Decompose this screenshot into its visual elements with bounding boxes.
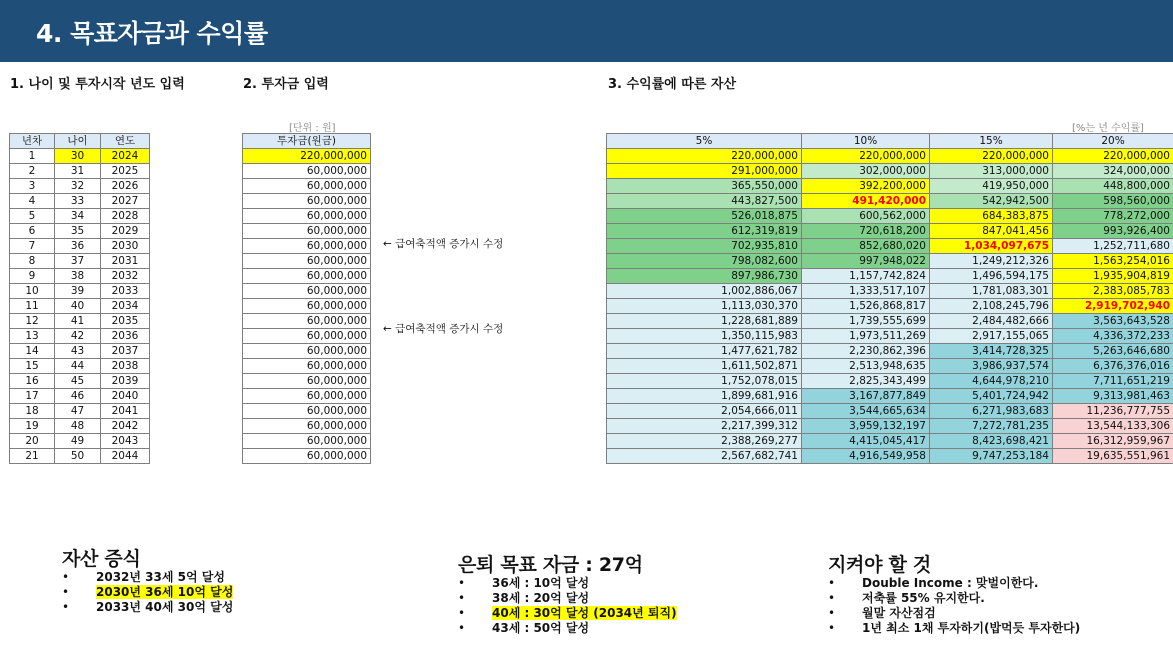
age-cell-age[interactable]: 46 xyxy=(55,389,101,404)
age-row xyxy=(10,224,150,239)
age-cell-year-index: 14 xyxy=(10,344,55,359)
age-header-year: 연도 xyxy=(101,134,150,149)
asset-row xyxy=(607,374,1173,389)
asset-cell-5pct: 1,899,681,916 xyxy=(607,389,802,404)
asset-cell-10pct: 720,618,200 xyxy=(802,224,930,239)
todo-item-text: Double Income : 맞벌이한다. xyxy=(862,576,1039,590)
unit-label-rate: [%는 년 수익률] xyxy=(1072,123,1144,134)
age-header-year-index: 년차 xyxy=(10,134,55,149)
invest-cell[interactable]: 60,000,000 xyxy=(243,239,371,254)
invest-row xyxy=(243,359,371,374)
asset-cell-20pct: 1,563,254,016 xyxy=(1053,254,1173,269)
invest-header: 투자금(원금) xyxy=(243,134,371,149)
age-cell-age[interactable]: 31 xyxy=(55,164,101,179)
age-row xyxy=(10,434,150,449)
asset-growth-item xyxy=(62,570,233,585)
todo-item xyxy=(828,606,1080,621)
invest-row xyxy=(243,149,371,164)
unit-label-won: [단위 : 원] xyxy=(289,123,336,134)
age-row xyxy=(10,419,150,434)
asset-row xyxy=(607,359,1173,374)
asset-cell-5pct: 291,000,000 xyxy=(607,164,802,179)
asset-cell-15pct: 7,272,781,235 xyxy=(930,419,1053,434)
invest-row xyxy=(243,389,371,404)
asset-growth-title: 자산 증식 xyxy=(62,548,141,570)
invest-row xyxy=(243,164,371,179)
age-row xyxy=(10,269,150,284)
todo-list xyxy=(828,576,1080,636)
asset-cell-5pct: 1,752,078,015 xyxy=(607,374,802,389)
section-title-invest: 2. 투자금 입력 xyxy=(243,77,329,92)
age-cell-age[interactable]: 30 xyxy=(55,149,101,164)
asset-cell-5pct: 526,018,875 xyxy=(607,209,802,224)
invest-row xyxy=(243,179,371,194)
asset-cell-5pct: 2,567,682,741 xyxy=(607,449,802,464)
page-title: 4. 목표자금과 수익률 xyxy=(36,19,268,48)
age-cell-year[interactable]: 2037 xyxy=(101,344,150,359)
asset-cell-10pct: 997,948,022 xyxy=(802,254,930,269)
retire-goal-list xyxy=(458,576,677,636)
asset-cell-20pct: 1,935,904,819 xyxy=(1053,269,1173,284)
invest-row xyxy=(243,404,371,419)
age-cell-age[interactable]: 49 xyxy=(55,434,101,449)
invest-cell[interactable]: 60,000,000 xyxy=(243,254,371,269)
asset-row xyxy=(607,284,1173,299)
asset-cell-15pct: 684,383,875 xyxy=(930,209,1053,224)
invest-cell[interactable]: 60,000,000 xyxy=(243,179,371,194)
invest-cell[interactable]: 60,000,000 xyxy=(243,434,371,449)
age-cell-year[interactable]: 2028 xyxy=(101,209,150,224)
age-cell-year-index: 7 xyxy=(10,239,55,254)
age-cell-year-index: 9 xyxy=(10,269,55,284)
asset-cell-20pct: 448,800,000 xyxy=(1053,179,1173,194)
age-cell-age[interactable]: 35 xyxy=(55,224,101,239)
asset-row xyxy=(607,404,1173,419)
age-cell-year-index: 18 xyxy=(10,404,55,419)
asset-cell-15pct: 8,423,698,421 xyxy=(930,434,1053,449)
age-row xyxy=(10,374,150,389)
age-cell-year-index: 12 xyxy=(10,314,55,329)
retire-goal-item-text: 36세 : 10억 달성 xyxy=(492,576,590,590)
invest-row xyxy=(243,194,371,209)
age-table xyxy=(9,133,150,464)
invest-cell[interactable]: 60,000,000 xyxy=(243,329,371,344)
age-cell-year[interactable]: 2041 xyxy=(101,404,150,419)
asset-cell-10pct: 3,167,877,849 xyxy=(802,389,930,404)
invest-row xyxy=(243,209,371,224)
age-row xyxy=(10,149,150,164)
asset-cell-20pct: 324,000,000 xyxy=(1053,164,1173,179)
retire-goal-item-text: 43세 : 50억 달성 xyxy=(492,621,590,635)
asset-cell-20pct: 6,376,376,016 xyxy=(1053,359,1173,374)
asset-cell-15pct: 847,041,456 xyxy=(930,224,1053,239)
age-cell-year[interactable]: 2025 xyxy=(101,164,150,179)
asset-cell-20pct: 3,563,643,528 xyxy=(1053,314,1173,329)
todo-item xyxy=(828,591,1080,606)
age-cell-age[interactable]: 40 xyxy=(55,299,101,314)
age-row xyxy=(10,284,150,299)
age-cell-year[interactable]: 2029 xyxy=(101,224,150,239)
invest-row xyxy=(243,284,371,299)
age-cell-year-index: 3 xyxy=(10,179,55,194)
invest-cell[interactable]: 60,000,000 xyxy=(243,389,371,404)
invest-cell[interactable]: 60,000,000 xyxy=(243,284,371,299)
asset-header-15pct: 15% xyxy=(930,134,1053,149)
asset-cell-20pct: 2,383,085,783 xyxy=(1053,284,1173,299)
asset-cell-10pct: 220,000,000 xyxy=(802,149,930,164)
page-header xyxy=(0,0,1173,62)
note-salary-2: ← 급여축적액 증가시 수정 xyxy=(383,323,504,335)
asset-cell-10pct: 302,000,000 xyxy=(802,164,930,179)
age-cell-age[interactable]: 33 xyxy=(55,194,101,209)
asset-row xyxy=(607,419,1173,434)
asset-cell-5pct: 365,550,000 xyxy=(607,179,802,194)
asset-cell-15pct: 2,917,155,065 xyxy=(930,329,1053,344)
asset-cell-15pct: 2,108,245,796 xyxy=(930,299,1053,314)
age-cell-year-index: 13 xyxy=(10,329,55,344)
age-cell-year[interactable]: 2042 xyxy=(101,419,150,434)
invest-row xyxy=(243,374,371,389)
invest-row xyxy=(243,239,371,254)
asset-cell-15pct: 1,781,083,301 xyxy=(930,284,1053,299)
age-cell-age[interactable]: 39 xyxy=(55,284,101,299)
asset-cell-10pct: 1,333,517,107 xyxy=(802,284,930,299)
asset-cell-5pct: 2,054,666,011 xyxy=(607,404,802,419)
age-cell-year[interactable]: 2038 xyxy=(101,359,150,374)
asset-row xyxy=(607,434,1173,449)
retire-goal-item xyxy=(458,606,677,621)
age-cell-year[interactable]: 2033 xyxy=(101,284,150,299)
todo-title: 지켜야 할 것 xyxy=(828,554,931,576)
invest-cell[interactable]: 60,000,000 xyxy=(243,404,371,419)
invest-row xyxy=(243,449,371,464)
invest-cell[interactable]: 60,000,000 xyxy=(243,314,371,329)
invest-cell[interactable]: 60,000,000 xyxy=(243,269,371,284)
asset-cell-15pct: 313,000,000 xyxy=(930,164,1053,179)
asset-row xyxy=(607,164,1173,179)
age-cell-year-index: 4 xyxy=(10,194,55,209)
age-cell-year-index: 1 xyxy=(10,149,55,164)
age-cell-age[interactable]: 48 xyxy=(55,419,101,434)
asset-cell-20pct: 778,272,000 xyxy=(1053,209,1173,224)
section-title-age: 1. 나이 및 투자시작 년도 입력 xyxy=(10,77,185,92)
age-cell-age[interactable]: 32 xyxy=(55,179,101,194)
asset-cell-5pct: 1,002,886,067 xyxy=(607,284,802,299)
age-cell-year-index: 17 xyxy=(10,389,55,404)
asset-cell-5pct: 798,082,600 xyxy=(607,254,802,269)
asset-cell-20pct: 9,313,981,463 xyxy=(1053,389,1173,404)
age-cell-year[interactable]: 2040 xyxy=(101,389,150,404)
retire-goal-item xyxy=(458,576,677,591)
age-cell-year[interactable]: 2036 xyxy=(101,329,150,344)
asset-cell-15pct: 2,484,482,666 xyxy=(930,314,1053,329)
asset-cell-15pct: 3,414,728,325 xyxy=(930,344,1053,359)
asset-cell-5pct: 1,228,681,889 xyxy=(607,314,802,329)
asset-cell-20pct: 993,926,400 xyxy=(1053,224,1173,239)
asset-row xyxy=(607,269,1173,284)
todo-item xyxy=(828,576,1080,591)
age-cell-age[interactable]: 37 xyxy=(55,254,101,269)
asset-cell-10pct: 600,562,000 xyxy=(802,209,930,224)
asset-cell-5pct: 612,319,819 xyxy=(607,224,802,239)
age-row xyxy=(10,299,150,314)
age-row xyxy=(10,164,150,179)
asset-header-10pct: 10% xyxy=(802,134,930,149)
asset-cell-10pct: 3,959,132,197 xyxy=(802,419,930,434)
asset-cell-10pct: 3,544,665,634 xyxy=(802,404,930,419)
asset-cell-20pct: 11,236,777,755 xyxy=(1053,404,1173,419)
asset-cell-10pct: 1,973,511,269 xyxy=(802,329,930,344)
asset-row xyxy=(607,149,1173,164)
age-cell-year[interactable]: 2027 xyxy=(101,194,150,209)
age-cell-year-index: 15 xyxy=(10,359,55,374)
age-cell-year[interactable]: 2031 xyxy=(101,254,150,269)
age-row xyxy=(10,314,150,329)
todo-item-text: 월말 자산점검 xyxy=(862,606,936,620)
invest-row xyxy=(243,329,371,344)
asset-cell-20pct: 16,312,959,967 xyxy=(1053,434,1173,449)
asset-growth-item xyxy=(62,585,233,600)
asset-cell-5pct: 2,388,269,277 xyxy=(607,434,802,449)
invest-row xyxy=(243,344,371,359)
asset-cell-20pct: 5,263,646,680 xyxy=(1053,344,1173,359)
asset-cell-10pct: 1,526,868,817 xyxy=(802,299,930,314)
invest-cell[interactable]: 60,000,000 xyxy=(243,419,371,434)
asset-growth-item-text: 2033년 40세 30억 달성 xyxy=(96,600,234,614)
asset-cell-20pct: 220,000,000 xyxy=(1053,149,1173,164)
age-cell-year[interactable]: 2034 xyxy=(101,299,150,314)
age-cell-age[interactable]: 50 xyxy=(55,449,101,464)
invest-row xyxy=(243,224,371,239)
asset-cell-20pct: 7,711,651,219 xyxy=(1053,374,1173,389)
asset-cell-20pct: 1,252,711,680 xyxy=(1053,239,1173,254)
age-row xyxy=(10,179,150,194)
age-cell-age[interactable]: 43 xyxy=(55,344,101,359)
asset-cell-15pct: 4,644,978,210 xyxy=(930,374,1053,389)
age-cell-age[interactable]: 34 xyxy=(55,209,101,224)
asset-cell-15pct: 220,000,000 xyxy=(930,149,1053,164)
asset-cell-5pct: 443,827,500 xyxy=(607,194,802,209)
age-cell-year-index: 20 xyxy=(10,434,55,449)
asset-cell-5pct: 702,935,810 xyxy=(607,239,802,254)
asset-cell-20pct: 4,336,372,233 xyxy=(1053,329,1173,344)
asset-cell-20pct: 13,544,133,306 xyxy=(1053,419,1173,434)
asset-cell-5pct: 1,611,502,871 xyxy=(607,359,802,374)
asset-header-5pct: 5% xyxy=(607,134,802,149)
asset-cell-15pct: 3,986,937,574 xyxy=(930,359,1053,374)
asset-row xyxy=(607,314,1173,329)
age-cell-age[interactable]: 36 xyxy=(55,239,101,254)
asset-growth-item xyxy=(62,600,233,615)
asset-cell-5pct: 1,113,030,370 xyxy=(607,299,802,314)
asset-cell-5pct: 1,477,621,782 xyxy=(607,344,802,359)
asset-growth-item-text: 2032년 33세 5억 달성 xyxy=(96,570,225,584)
asset-row xyxy=(607,209,1173,224)
age-cell-year[interactable]: 2035 xyxy=(101,314,150,329)
section-title-assets: 3. 수익률에 따른 자산 xyxy=(608,77,737,92)
age-cell-age[interactable]: 38 xyxy=(55,269,101,284)
invest-cell[interactable]: 60,000,000 xyxy=(243,374,371,389)
age-cell-year[interactable]: 2024 xyxy=(101,149,150,164)
asset-cell-20pct: 598,560,000 xyxy=(1053,194,1173,209)
asset-cell-10pct: 1,157,742,824 xyxy=(802,269,930,284)
invest-cell[interactable]: 60,000,000 xyxy=(243,164,371,179)
asset-row xyxy=(607,254,1173,269)
invest-row xyxy=(243,314,371,329)
asset-cell-10pct: 491,420,000 xyxy=(802,194,930,209)
age-cell-year-index: 16 xyxy=(10,374,55,389)
age-row xyxy=(10,254,150,269)
asset-cell-10pct: 2,513,948,635 xyxy=(802,359,930,374)
asset-cell-15pct: 9,747,253,184 xyxy=(930,449,1053,464)
asset-row xyxy=(607,239,1173,254)
age-row xyxy=(10,449,150,464)
retire-goal-item xyxy=(458,621,677,636)
asset-cell-15pct: 1,034,097,675 xyxy=(930,239,1053,254)
asset-cell-10pct: 2,825,343,499 xyxy=(802,374,930,389)
asset-cell-15pct: 1,496,594,175 xyxy=(930,269,1053,284)
invest-cell[interactable]: 220,000,000 xyxy=(243,149,371,164)
age-cell-year[interactable]: 2043 xyxy=(101,434,150,449)
asset-row xyxy=(607,389,1173,404)
asset-cell-15pct: 5,401,724,942 xyxy=(930,389,1053,404)
asset-cell-15pct: 6,271,983,683 xyxy=(930,404,1053,419)
age-cell-year-index: 5 xyxy=(10,209,55,224)
todo-item-text: 1년 최소 1채 투자하기(밥먹듯 투자한다) xyxy=(862,621,1081,635)
asset-row xyxy=(607,224,1173,239)
invest-row xyxy=(243,419,371,434)
age-cell-year[interactable]: 2032 xyxy=(101,269,150,284)
asset-row xyxy=(607,449,1173,464)
asset-cell-10pct: 1,739,555,699 xyxy=(802,314,930,329)
asset-header-20pct: 20% xyxy=(1053,134,1173,149)
invest-row xyxy=(243,254,371,269)
age-cell-age[interactable]: 45 xyxy=(55,374,101,389)
asset-growth-item-text: 2030년 36세 10억 달성 xyxy=(96,585,234,599)
age-row xyxy=(10,329,150,344)
note-salary-1: ← 급여축적액 증가시 수정 xyxy=(383,238,504,250)
asset-row xyxy=(607,344,1173,359)
age-cell-age[interactable]: 42 xyxy=(55,329,101,344)
age-cell-year-index: 2 xyxy=(10,164,55,179)
asset-cell-5pct: 897,986,730 xyxy=(607,269,802,284)
asset-cell-10pct: 4,916,549,958 xyxy=(802,449,930,464)
age-row xyxy=(10,209,150,224)
age-cell-age[interactable]: 41 xyxy=(55,314,101,329)
age-cell-age[interactable]: 44 xyxy=(55,359,101,374)
age-cell-year[interactable]: 2039 xyxy=(101,374,150,389)
asset-cell-5pct: 220,000,000 xyxy=(607,149,802,164)
age-row xyxy=(10,359,150,374)
todo-item-text: 저축률 55% 유지한다. xyxy=(862,591,985,605)
age-cell-age[interactable]: 47 xyxy=(55,404,101,419)
asset-cell-15pct: 419,950,000 xyxy=(930,179,1053,194)
asset-cell-10pct: 392,200,000 xyxy=(802,179,930,194)
age-cell-year-index: 8 xyxy=(10,254,55,269)
invest-cell[interactable]: 60,000,000 xyxy=(243,194,371,209)
retire-goal-title: 은퇴 목표 자금 : 27억 xyxy=(458,554,643,576)
age-cell-year[interactable]: 2030 xyxy=(101,239,150,254)
asset-row xyxy=(607,194,1173,209)
age-row xyxy=(10,404,150,419)
invest-table xyxy=(242,133,371,464)
age-row xyxy=(10,389,150,404)
asset-row xyxy=(607,329,1173,344)
invest-cell[interactable]: 60,000,000 xyxy=(243,344,371,359)
age-cell-year-index: 6 xyxy=(10,224,55,239)
asset-table xyxy=(606,133,1173,464)
invest-cell[interactable]: 60,000,000 xyxy=(243,299,371,314)
asset-row xyxy=(607,299,1173,314)
age-row xyxy=(10,344,150,359)
age-header-age: 나이 xyxy=(55,134,101,149)
todo-item xyxy=(828,621,1080,636)
invest-cell[interactable]: 60,000,000 xyxy=(243,359,371,374)
asset-cell-10pct: 852,680,020 xyxy=(802,239,930,254)
age-row xyxy=(10,239,150,254)
age-cell-year-index: 10 xyxy=(10,284,55,299)
retire-goal-item-text: 38세 : 20억 달성 xyxy=(492,591,590,605)
asset-cell-5pct: 1,350,115,983 xyxy=(607,329,802,344)
asset-cell-10pct: 4,415,045,417 xyxy=(802,434,930,449)
asset-cell-10pct: 2,230,862,396 xyxy=(802,344,930,359)
age-cell-year[interactable]: 2026 xyxy=(101,179,150,194)
age-cell-year-index: 11 xyxy=(10,299,55,314)
invest-row xyxy=(243,434,371,449)
age-cell-year-index: 19 xyxy=(10,419,55,434)
asset-cell-5pct: 2,217,399,312 xyxy=(607,419,802,434)
age-cell-year-index: 21 xyxy=(10,449,55,464)
asset-cell-15pct: 1,249,212,326 xyxy=(930,254,1053,269)
invest-cell[interactable]: 60,000,000 xyxy=(243,209,371,224)
invest-row xyxy=(243,269,371,284)
retire-goal-item xyxy=(458,591,677,606)
retire-goal-item-text: 40세 : 30억 달성 (2034년 퇴직) xyxy=(492,606,677,620)
asset-row xyxy=(607,179,1173,194)
asset-growth-list xyxy=(62,570,233,615)
asset-cell-20pct: 19,635,551,961 xyxy=(1053,449,1173,464)
asset-cell-20pct: 2,919,702,940 xyxy=(1053,299,1173,314)
asset-cell-15pct: 542,942,500 xyxy=(930,194,1053,209)
invest-cell[interactable]: 60,000,000 xyxy=(243,449,371,464)
invest-row xyxy=(243,299,371,314)
invest-cell[interactable]: 60,000,000 xyxy=(243,224,371,239)
age-cell-year[interactable]: 2044 xyxy=(101,449,150,464)
age-row xyxy=(10,194,150,209)
